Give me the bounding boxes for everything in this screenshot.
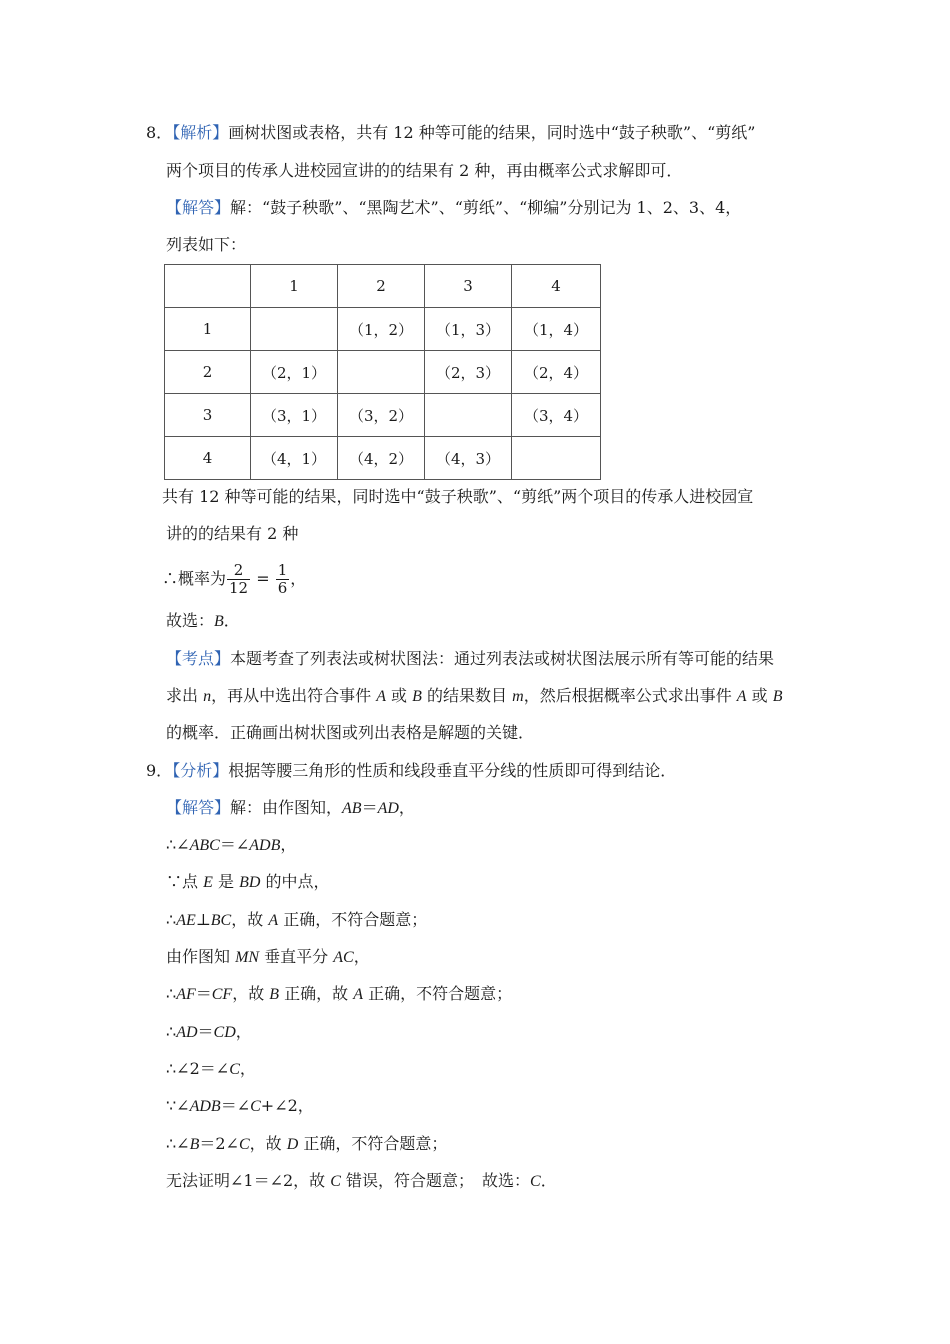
math-symbol: AD bbox=[176, 1024, 198, 1041]
math-symbol: ADB bbox=[189, 1098, 221, 1115]
q8-answer-line bbox=[166, 197, 741, 219]
text-segment: 解：由作图知， bbox=[230, 798, 343, 817]
text-segment: ＝ bbox=[195, 984, 212, 1003]
q8-answer-text: 解：“鼓子秧歌”、“黑陶艺术”、“剪纸”、“柳编”分别记为 1、2、3、4， bbox=[230, 198, 742, 217]
math-symbol: m bbox=[512, 688, 524, 705]
table-cell: （2，4） bbox=[512, 351, 601, 394]
text-segment: ，再从中选出符合事件 bbox=[211, 686, 377, 705]
math-symbol: C bbox=[250, 1098, 261, 1115]
table-cell: 4 bbox=[165, 437, 251, 480]
q9-analysis-tag: 【分析】 bbox=[172, 761, 229, 780]
prob-prefix: ∴概率为 bbox=[162, 569, 227, 588]
math-symbol: BD bbox=[239, 874, 261, 891]
fraction-denominator: 6 bbox=[277, 579, 288, 597]
q8-point-text-1: 本题考查了列表法或树状图法：通过列表法或树状图法展示所有等可能的结果 bbox=[230, 649, 775, 668]
text-segment: 错误，符合题意； 故选： bbox=[340, 1171, 531, 1190]
math-symbol: A bbox=[353, 986, 364, 1003]
table-cell: （3，4） bbox=[512, 394, 601, 437]
prob-suffix: ， bbox=[290, 569, 307, 588]
text-segment: 无法证明∠1＝∠2，故 bbox=[166, 1171, 331, 1190]
q9-step-line bbox=[166, 1170, 557, 1193]
fraction-two-twelfths bbox=[227, 562, 250, 597]
table-cell bbox=[251, 308, 338, 351]
q8-result-line-2: 讲的的结果有 2 种 bbox=[166, 524, 299, 543]
table-cell: 2 bbox=[338, 265, 425, 308]
table-cell: 1 bbox=[165, 308, 251, 351]
q9-analysis-text: 根据等腰三角形的性质和线段垂直平分线的性质即可得到结论． bbox=[228, 761, 677, 780]
q9-answer-text bbox=[230, 798, 415, 817]
table-cell: 3 bbox=[425, 265, 512, 308]
text-segment: 是 bbox=[212, 872, 240, 891]
q9-step-line bbox=[166, 983, 512, 1006]
choose-letter: B bbox=[214, 613, 224, 630]
table-cell: （3，2） bbox=[338, 394, 425, 437]
text-segment: 正确，不符合题意； bbox=[298, 1134, 448, 1153]
text-segment: ， bbox=[353, 947, 370, 966]
text-segment: ⊥ bbox=[195, 910, 211, 929]
table-cell: （2，1） bbox=[251, 351, 338, 394]
math-symbol: BC bbox=[210, 912, 232, 929]
text-segment: 垂直平分 bbox=[259, 947, 334, 966]
table-header-row bbox=[165, 265, 601, 308]
choose-prefix: 故选： bbox=[166, 611, 215, 630]
fraction-denominator: 12 bbox=[229, 579, 249, 597]
text-segment: 正确，不符合题意； bbox=[363, 984, 513, 1003]
q9-step-line bbox=[166, 871, 329, 894]
text-segment: ． bbox=[540, 1171, 557, 1190]
table-cell: 2 bbox=[165, 351, 251, 394]
text-segment: 正确，不符合题意； bbox=[278, 910, 428, 929]
text-segment: ， bbox=[280, 835, 297, 854]
text-segment: ＝∠ bbox=[219, 835, 250, 854]
text-segment: ＝ bbox=[197, 1022, 214, 1041]
text-segment: ，然后根据概率公式求出事件 bbox=[523, 686, 737, 705]
q8-probability-line bbox=[162, 561, 306, 597]
text-segment: 由作图知 bbox=[166, 947, 236, 966]
table-row bbox=[165, 308, 601, 351]
math-symbol: A bbox=[268, 912, 279, 929]
q8-analysis-line-2: 两个项目的传承人进校园宣讲的的结果有 2 种，再由概率公式求解即可． bbox=[166, 161, 683, 180]
math-symbol: D bbox=[286, 1136, 299, 1153]
q9-step-line bbox=[166, 1095, 314, 1118]
q9-answer-line bbox=[166, 797, 415, 820]
math-symbol: CF bbox=[211, 986, 233, 1003]
math-symbol: AD bbox=[377, 800, 399, 817]
table-cell bbox=[338, 351, 425, 394]
math-symbol: C bbox=[330, 1173, 341, 1190]
q9-step-line bbox=[166, 946, 370, 969]
q9-step-line bbox=[166, 909, 427, 932]
text-segment: ∴ bbox=[166, 1022, 177, 1041]
table-cell bbox=[512, 437, 601, 480]
q8-point-line-3: 的概率．正确画出树状图或列出表格是解题的关键． bbox=[166, 723, 535, 742]
math-symbol: ADB bbox=[249, 837, 281, 854]
table-row bbox=[165, 437, 601, 480]
text-segment: 的结果数目 bbox=[421, 686, 513, 705]
math-symbol: E bbox=[203, 874, 213, 891]
q8-outcome-table bbox=[164, 264, 601, 480]
text-segment: ＝∠ bbox=[220, 1096, 251, 1115]
table-cell: 3 bbox=[165, 394, 251, 437]
math-symbol: B bbox=[189, 1136, 200, 1153]
q8-answer-tag: 【解答】 bbox=[166, 198, 231, 217]
math-symbol: A bbox=[376, 688, 386, 705]
q8-point-line-1 bbox=[166, 648, 774, 670]
text-segment: ，故 bbox=[232, 984, 270, 1003]
math-symbol: n bbox=[203, 688, 212, 705]
q8-list-intro: 列表如下： bbox=[166, 235, 247, 254]
text-segment: ＝ bbox=[361, 798, 378, 817]
text-segment: +∠2， bbox=[260, 1096, 314, 1115]
text-segment: ， bbox=[235, 1022, 252, 1041]
math-symbol: MN bbox=[235, 949, 260, 966]
text-segment: ，故 bbox=[231, 910, 269, 929]
table-cell: （1，3） bbox=[425, 308, 512, 351]
q8-analysis-line-1 bbox=[146, 122, 755, 144]
q9-step-line bbox=[166, 1058, 256, 1081]
table-cell: 1 bbox=[251, 265, 338, 308]
table-cell: （4，1） bbox=[251, 437, 338, 480]
q8-point-line-2 bbox=[166, 685, 783, 708]
q9-analysis-line bbox=[146, 760, 676, 782]
math-symbol: AC bbox=[333, 949, 354, 966]
q9-step-line bbox=[166, 1021, 252, 1044]
text-segment: ∵∠ bbox=[166, 1096, 190, 1115]
q8-choose-line bbox=[166, 610, 240, 633]
choose-suffix: ． bbox=[223, 611, 240, 630]
table-row bbox=[165, 351, 601, 394]
q9-answer-tag: 【解答】 bbox=[166, 798, 231, 817]
q8-result-line-1: 共有 12 种等可能的结果，同时选中“鼓子秧歌”、“剪纸”两个项目的传承人进校园宣 bbox=[162, 487, 754, 506]
text-segment: ， bbox=[239, 1059, 256, 1078]
math-symbol: C bbox=[530, 1173, 541, 1190]
table-cell: （4，3） bbox=[425, 437, 512, 480]
table-row bbox=[165, 394, 601, 437]
table-cell: （2，3） bbox=[425, 351, 512, 394]
math-symbol: C bbox=[238, 1136, 250, 1153]
text-segment: ∵点 bbox=[166, 872, 204, 891]
math-symbol: AB bbox=[342, 800, 362, 817]
table-cell: （1，4） bbox=[512, 308, 601, 351]
text-segment: 或 bbox=[746, 686, 773, 705]
math-symbol: B bbox=[412, 688, 422, 705]
text-segment: 或 bbox=[385, 686, 413, 705]
math-symbol: A bbox=[736, 688, 747, 705]
q8-analysis-tag: 【解析】 bbox=[172, 123, 229, 142]
math-symbol: C bbox=[229, 1061, 240, 1078]
text-segment: ，故 bbox=[249, 1134, 287, 1153]
math-symbol: B bbox=[772, 688, 783, 705]
table-cell: 4 bbox=[512, 265, 601, 308]
table-cell: （3，1） bbox=[251, 394, 338, 437]
table-cell: （1，2） bbox=[338, 308, 425, 351]
table-cell bbox=[165, 265, 251, 308]
text-segment: ＝2∠ bbox=[199, 1134, 239, 1153]
text-segment: ∴ bbox=[166, 984, 177, 1003]
q9-number: 9． bbox=[146, 761, 173, 780]
text-segment: ∴∠ bbox=[166, 1134, 190, 1153]
text-segment: ∴ bbox=[166, 910, 177, 929]
equals-sign: = bbox=[256, 569, 270, 588]
fraction-numerator: 2 bbox=[227, 562, 250, 580]
table-cell: （4，2） bbox=[338, 437, 425, 480]
math-symbol: AF bbox=[176, 986, 196, 1003]
fraction-numerator: 1 bbox=[277, 561, 288, 579]
q8-analysis-text-1: 画树状图或表格，共有 12 种等可能的结果，同时选中“鼓子秧歌”、“剪纸” bbox=[228, 123, 756, 142]
text-segment: 求出 bbox=[166, 686, 204, 705]
math-symbol: B bbox=[269, 986, 280, 1003]
q9-step-line bbox=[166, 1133, 447, 1156]
text-segment: ∴∠ bbox=[166, 835, 190, 854]
math-symbol: CD bbox=[213, 1024, 236, 1041]
table-cell bbox=[425, 394, 512, 437]
q9-step-line bbox=[166, 834, 296, 857]
q8-number: 8． bbox=[146, 123, 173, 142]
fraction-one-sixth bbox=[276, 562, 290, 597]
math-symbol: AE bbox=[176, 912, 196, 929]
text-segment: 的中点， bbox=[260, 872, 330, 891]
text-segment: 正确，故 bbox=[279, 984, 354, 1003]
q8-point-tag: 【考点】 bbox=[166, 649, 231, 668]
text-segment: ， bbox=[398, 798, 415, 817]
text-segment: ∴∠2＝∠ bbox=[166, 1059, 230, 1078]
math-symbol: ABC bbox=[189, 837, 220, 854]
